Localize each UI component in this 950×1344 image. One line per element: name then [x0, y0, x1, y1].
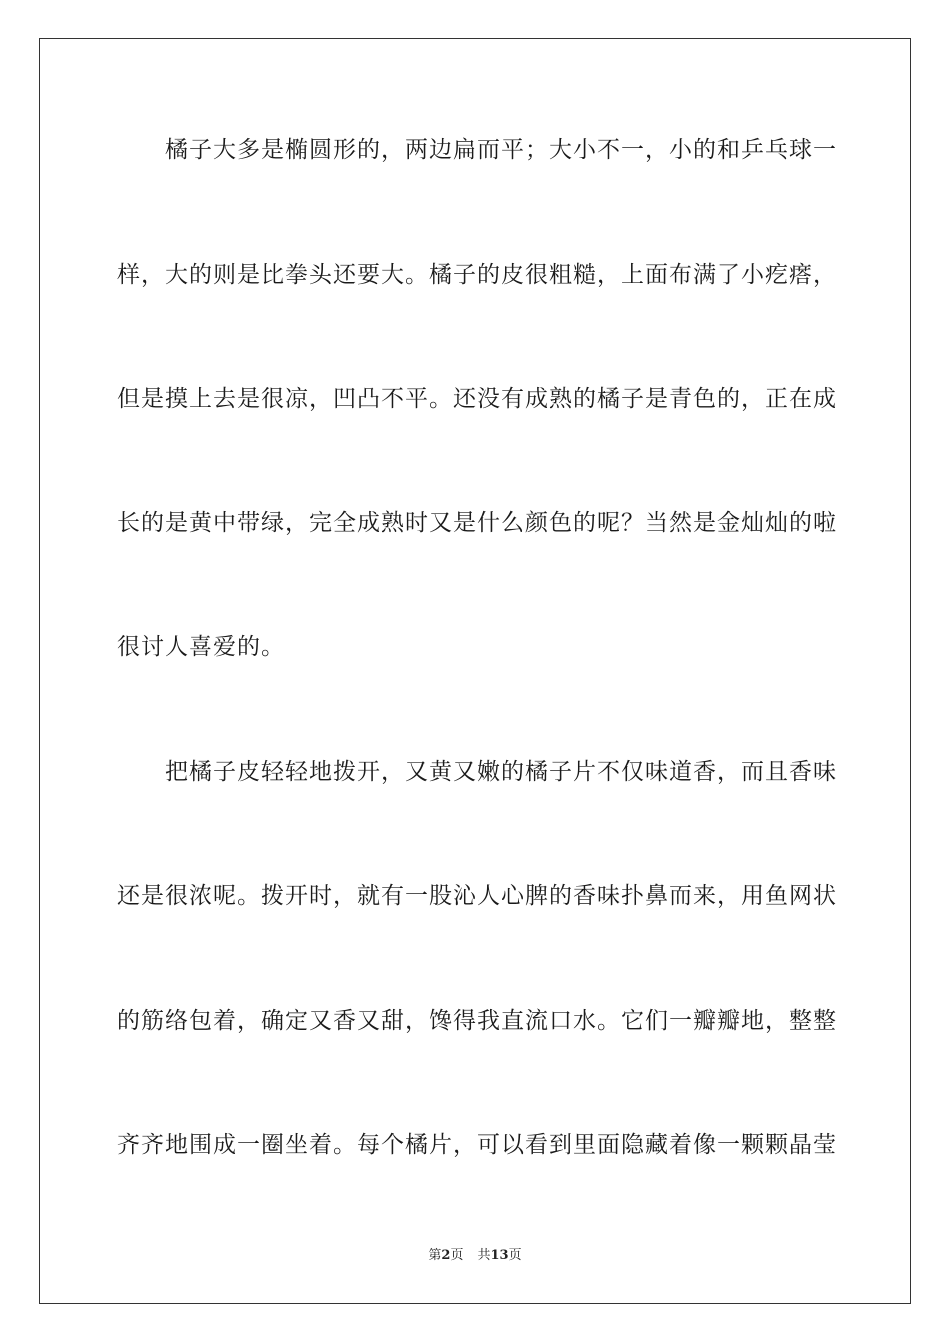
paragraph-1-line-4: 长的是黄中带绿，完全成熟时又是什么颜色的呢？当然是金灿灿的啦	[117, 510, 837, 536]
paragraph-1-line-5: 很讨人喜爱的。	[117, 634, 285, 660]
paragraph-1-line-1: 橘子大多是椭圆形的，两边扁而平；大小不一，小的和乒乓球一	[165, 137, 837, 163]
paragraph-2-line-3: 的筋络包着，确定又香又甜，馋得我直流口水。它们一瓣瓣地，整整	[117, 1008, 837, 1034]
footer-page-number: 2	[441, 1248, 451, 1263]
footer-total-suffix: 页	[508, 1248, 522, 1263]
footer-total-pages: 13	[490, 1248, 509, 1263]
paragraph-2-line-4: 齐齐地围成一圈坐着。每个橘片，可以看到里面隐藏着像一颗颗晶莹	[117, 1132, 837, 1158]
page-border	[39, 38, 911, 1304]
paragraph-1-line-3: 但是摸上去是很凉，凹凸不平。还没有成熟的橘子是青色的，正在成	[117, 386, 837, 412]
footer-page-prefix: 第	[428, 1248, 442, 1263]
footer-page-suffix: 页	[450, 1248, 464, 1263]
paragraph-2-line-1: 把橘子皮轻轻地拨开，又黄又嫩的橘子片不仅味道香，而且香味	[165, 759, 837, 785]
page-footer	[0, 1247, 950, 1265]
paragraph-2-line-2: 还是很浓呢。拨开时，就有一股沁人心脾的香味扑鼻而来，用鱼网状	[117, 883, 837, 909]
footer-total-prefix: 共	[477, 1248, 491, 1263]
paragraph-1-line-2: 样，大的则是比拳头还要大。橘子的皮很粗糙，上面布满了小疙瘩，	[117, 262, 837, 288]
